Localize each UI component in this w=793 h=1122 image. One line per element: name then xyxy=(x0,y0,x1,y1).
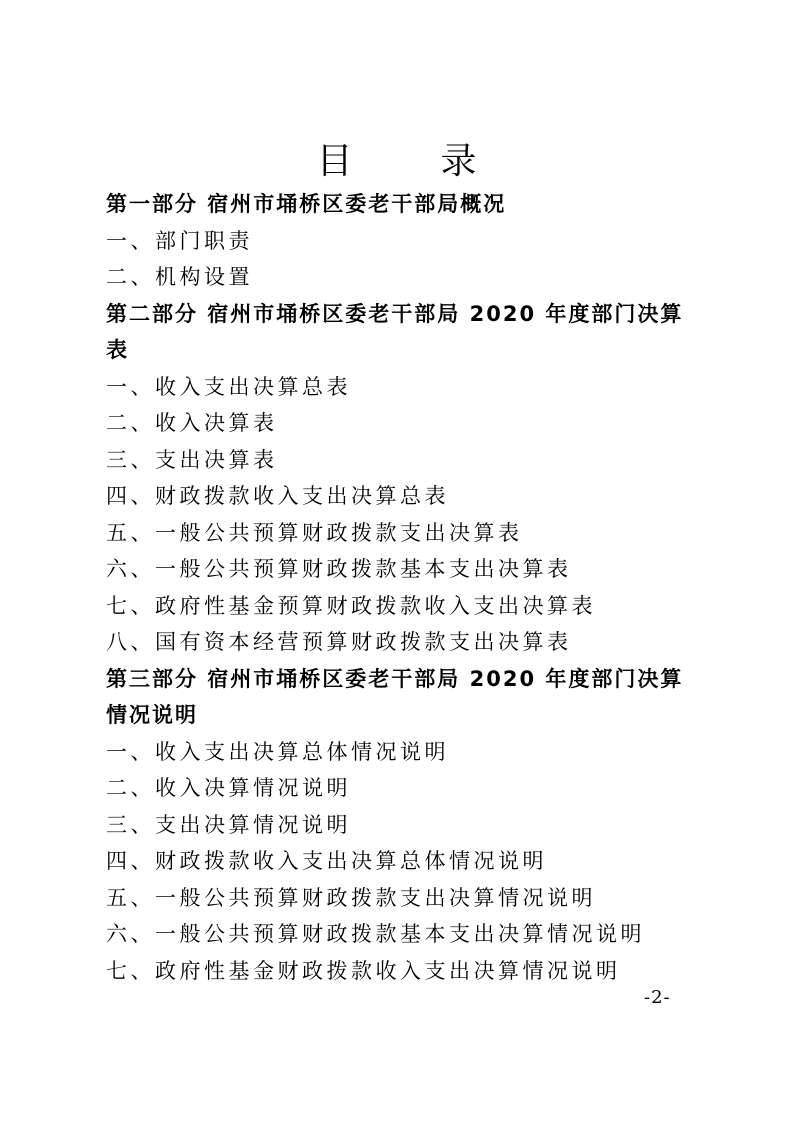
toc-item[interactable]: 二、收入决算表 xyxy=(106,411,278,435)
toc-item[interactable]: 五、一般公共预算财政拨款支出决算情况说明 xyxy=(106,885,596,910)
toc-item[interactable]: 三、支出决算表 xyxy=(106,447,278,472)
toc-item[interactable]: 四、财政拨款收入支出决算总体情况说明 xyxy=(106,849,547,873)
toc-item[interactable]: 一、收入支出决算总体情况说明 xyxy=(106,739,449,764)
toc-item[interactable]: 三、支出决算情况说明 xyxy=(106,812,351,837)
toc-item[interactable]: 一、部门职责 xyxy=(106,228,253,253)
toc-item[interactable]: 八、国有资本经营预算财政拨款支出决算表 xyxy=(106,630,572,654)
toc-item[interactable]: 四、财政拨款收入支出决算总表 xyxy=(106,484,449,508)
section-heading-part-2[interactable]: 第二部分 宿州市埇桥区委老干部局 2020 年度部门决算表 xyxy=(106,301,684,362)
toc-item[interactable]: 七、政府性基金财政拨款收入支出决算情况说明 xyxy=(106,958,621,983)
toc-item[interactable]: 一、收入支出决算总表 xyxy=(106,374,351,399)
toc-item[interactable]: 五、一般公共预算财政拨款支出决算表 xyxy=(106,520,523,545)
toc-item[interactable]: 六、一般公共预算财政拨款基本支出决算情况说明 xyxy=(106,922,645,946)
table-of-contents xyxy=(106,186,696,989)
section-heading-part-1[interactable]: 第一部分 宿州市埇桥区委老干部局概况 xyxy=(106,192,507,216)
page-title: 目 录 xyxy=(316,141,503,182)
toc-item[interactable]: 六、一般公共预算财政拨款基本支出决算表 xyxy=(106,557,572,581)
page-number: -2- xyxy=(644,987,671,1008)
toc-item[interactable]: 二、机构设置 xyxy=(106,265,253,289)
section-heading-part-3[interactable]: 第三部分 宿州市埇桥区委老干部局 2020 年度部门决算情况说明 xyxy=(106,666,684,727)
toc-item[interactable]: 二、收入决算情况说明 xyxy=(106,776,351,800)
toc-item[interactable]: 七、政府性基金预算财政拨款收入支出决算表 xyxy=(106,593,596,618)
